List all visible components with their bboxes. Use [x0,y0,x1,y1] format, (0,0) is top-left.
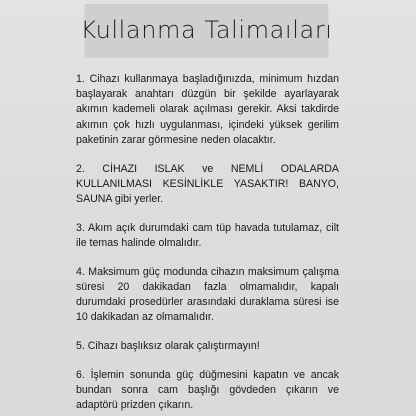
instruction-3: 3. Akım açık durumdaki cam tüp havada tutulamaz, cilt ile temas halinde olmalıdır. [76,221,339,249]
page-title: Kullanma Talimaıları [80,16,333,44]
instructions-list [76,72,339,416]
instruction-2: 2. CİHAZI ISLAK ve NEMLİ ODALARDA KULLANILMASI KESİNLİKLE YASAKTIR! BANYO, SAUNA gibi yerler. [76,162,339,205]
instruction-6: 6. İşlemin sonunda güç düğmesini kapatın ve ancak bundan sonra cam başlığı gövdeden çıkarın ve adaptörü prizden çıkarın. [76,368,339,411]
instruction-5: 5. Cihazı başlıksız olarak çalıştırmayın! [76,339,260,352]
instruction-1: 1. Cihazı kullanmaya başladığınızda, minimum hızdan başlayarak anahtarı düzgün bir şekilde ayarlayarak akımın kademeli olarak açılması gerekir. Aksi takdirde akımın çok hızlı uygulanması, içindeki yüksek gerilim paketinin zarar görmesine neden olacaktır. [76,73,339,146]
instruction-4: 4. Maksimum güç modunda cihazın maksimum çalışma süresi 20 dakikadan fazla olmamalıdır, kapalı durumdaki prosedürler arasındaki duraklama süresi ise 10 dakikadan az olmamalıdır. [76,265,339,324]
title-banner [80,4,333,56]
